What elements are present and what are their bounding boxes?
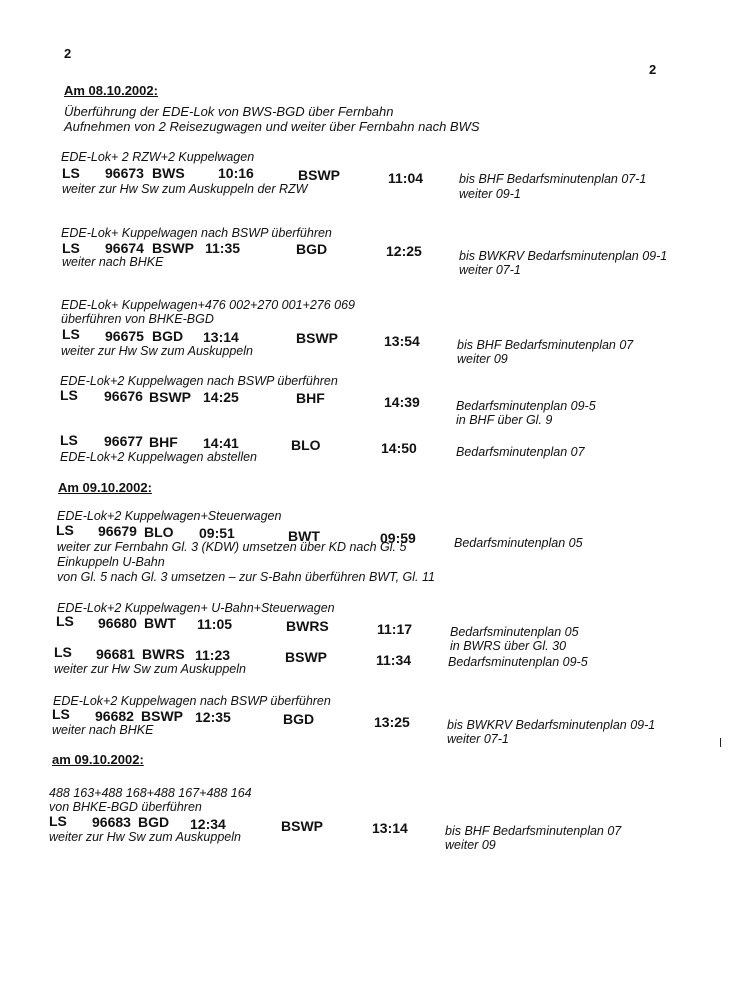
note-line: weiter 09-1	[459, 187, 521, 201]
departure-time: 11:35	[205, 240, 241, 256]
consist-description: EDE-Lok+2 Kuppelwagen nach BSWP überführen	[60, 374, 338, 388]
origin-station: BSWP	[152, 240, 194, 256]
page-number-right: 2	[649, 62, 657, 77]
departure-time: 12:35	[195, 709, 231, 725]
destination-station: BLO	[291, 437, 321, 453]
arrival-time: 11:17	[377, 621, 413, 637]
note-line: weiter 09	[445, 838, 496, 852]
consist-description: von BHKE-BGD überführen	[49, 800, 202, 814]
section-intro	[64, 104, 480, 134]
remark-line: weiter nach BHKE	[62, 255, 164, 269]
departure-time: 12:34	[190, 816, 226, 832]
consist-description: überführen von BHKE-BGD	[61, 312, 214, 326]
remark-line: weiter nach BHKE	[52, 723, 154, 737]
train-type: LS	[56, 522, 74, 538]
destination-station: BSWP	[281, 818, 323, 834]
remark-line: weiter zur Hw Sw zum Auskuppeln	[61, 344, 253, 358]
consist-description: EDE-Lok+2 Kuppelwagen+Steuerwagen	[57, 509, 282, 523]
consist-description: EDE-Lok+2 Kuppelwagen+ U-Bahn+Steuerwagen	[57, 601, 335, 615]
intro-line: Überführung der EDE-Lok von BWS-BGD über Fernbahn	[64, 104, 394, 119]
arrival-time: 13:25	[374, 714, 410, 730]
arrival-time: 14:39	[384, 394, 420, 410]
train-type: LS	[62, 240, 80, 256]
train-type: LS	[60, 387, 78, 403]
train-type: LS	[49, 813, 67, 829]
origin-station: BWS	[152, 165, 185, 181]
remark-line: Einkuppeln U-Bahn	[57, 555, 165, 569]
arrival-time: 13:54	[384, 333, 420, 349]
departure-time: 13:14	[203, 329, 239, 345]
consist-description: EDE-Lok+2 Kuppelwagen nach BSWP überführen	[53, 694, 331, 708]
train-type: LS	[62, 326, 80, 342]
note-line: in BHF über Gl. 9	[456, 413, 553, 427]
note-line: Bedarfsminutenplan 07	[456, 445, 585, 459]
note-line: bis BWKRV Bedarfsminutenplan 09-1	[459, 249, 668, 263]
remark-line: weiter zur Hw Sw zum Auskuppeln	[49, 830, 241, 844]
train-type: LS	[62, 165, 80, 181]
train-number: 96675	[105, 328, 144, 344]
departure-time: 10:16	[218, 165, 254, 181]
departure-time: 14:25	[203, 389, 239, 405]
departure-time: 11:23	[195, 647, 231, 663]
train-number: 96683	[92, 814, 131, 830]
departure-time: 14:41	[203, 435, 239, 451]
intro-line: Aufnehmen von 2 Reisezugwagen und weiter über Fernbahn nach BWS	[64, 119, 480, 134]
train-number: 96682	[95, 708, 134, 724]
origin-station: BGD	[152, 328, 184, 344]
note-line: weiter 07-1	[447, 732, 509, 746]
note-line: bis BHF Bedarfsminutenplan 07	[445, 824, 622, 838]
note-line: bis BWKRV Bedarfsminutenplan 09-1	[447, 718, 656, 732]
train-number: 96673	[105, 165, 144, 181]
remark-line: weiter zur Hw Sw zum Auskuppeln	[54, 662, 246, 676]
section-date: am 09.10.2002:	[52, 752, 144, 767]
destination-station: BHF	[296, 390, 325, 406]
destination-station: BSWP	[285, 649, 327, 665]
train-number: 96679	[98, 523, 137, 539]
origin-station: BLO	[144, 524, 174, 540]
section-date: Am 08.10.2002:	[64, 83, 158, 98]
note-line: Bedarfsminutenplan 05	[450, 625, 579, 639]
destination-station: BSWP	[296, 330, 338, 346]
arrival-time: 11:04	[388, 170, 424, 186]
consist-description: EDE-Lok+ Kuppelwagen+476 002+270 001+276 069	[61, 298, 356, 312]
train-type: LS	[52, 706, 70, 722]
destination-station: BWRS	[286, 618, 329, 634]
arrival-time: 14:50	[381, 440, 417, 456]
arrival-time: 12:25	[386, 243, 422, 259]
train-number: 96674	[105, 240, 144, 256]
section-date: Am 09.10.2002:	[58, 480, 152, 495]
remark-line: weiter zur Fernbahn Gl. 3 (KDW) umsetzen über KD nach Gl. 5	[57, 540, 407, 554]
arrival-time: 13:14	[372, 820, 408, 836]
departure-time: 09:51	[199, 525, 235, 541]
remark-line: EDE-Lok+2 Kuppelwagen abstellen	[60, 450, 258, 464]
consist-description: EDE-Lok+ Kuppelwagen nach BSWP überführen	[61, 226, 332, 240]
note-line: bis BHF Bedarfsminutenplan 07-1	[459, 172, 647, 186]
consist-description: EDE-Lok+ 2 RZW+2 Kuppelwagen	[61, 150, 255, 164]
note-line: weiter 07-1	[459, 263, 521, 277]
origin-station: BSWP	[141, 708, 183, 724]
arrival-time: 11:34	[376, 652, 412, 668]
train-type: LS	[54, 644, 72, 660]
destination-station: BSWP	[298, 167, 340, 183]
origin-station: BWRS	[142, 646, 185, 662]
train-number: 96680	[98, 615, 137, 631]
arrival-time: 09:59	[380, 530, 416, 546]
destination-station: BWT	[288, 528, 320, 544]
train-number: 96676	[104, 388, 143, 404]
train-number: 96677	[104, 433, 143, 449]
train-number: 96681	[96, 646, 135, 662]
note-line: bis BHF Bedarfsminutenplan 07	[457, 338, 634, 352]
origin-station: BSWP	[149, 389, 191, 405]
departure-time: 11:05	[197, 616, 233, 632]
note-line: weiter 09	[457, 352, 508, 366]
note-line: Bedarfsminutenplan 05	[454, 536, 583, 550]
remark-line: weiter zur Hw Sw zum Auskuppeln der RZW	[62, 182, 308, 196]
origin-station: BWT	[144, 615, 176, 631]
note-line: Bedarfsminutenplan 09-5	[448, 655, 588, 669]
origin-station: BHF	[149, 434, 178, 450]
note-line: Bedarfsminutenplan 09-5	[456, 399, 596, 413]
destination-station: BGD	[296, 241, 328, 257]
page-number-left: 2	[64, 46, 72, 61]
consist-description: 488 163+488 168+488 167+488 164	[49, 786, 252, 800]
train-type: LS	[60, 432, 78, 448]
scan-mark	[720, 738, 721, 747]
remark-line: von Gl. 5 nach Gl. 3 umsetzen – zur S-Bahn überführen BWT, Gl. 11	[57, 570, 435, 584]
train-type: LS	[56, 613, 74, 629]
destination-station: BGD	[283, 711, 315, 727]
origin-station: BGD	[138, 814, 170, 830]
note-line: in BWRS über Gl. 30	[450, 639, 567, 653]
